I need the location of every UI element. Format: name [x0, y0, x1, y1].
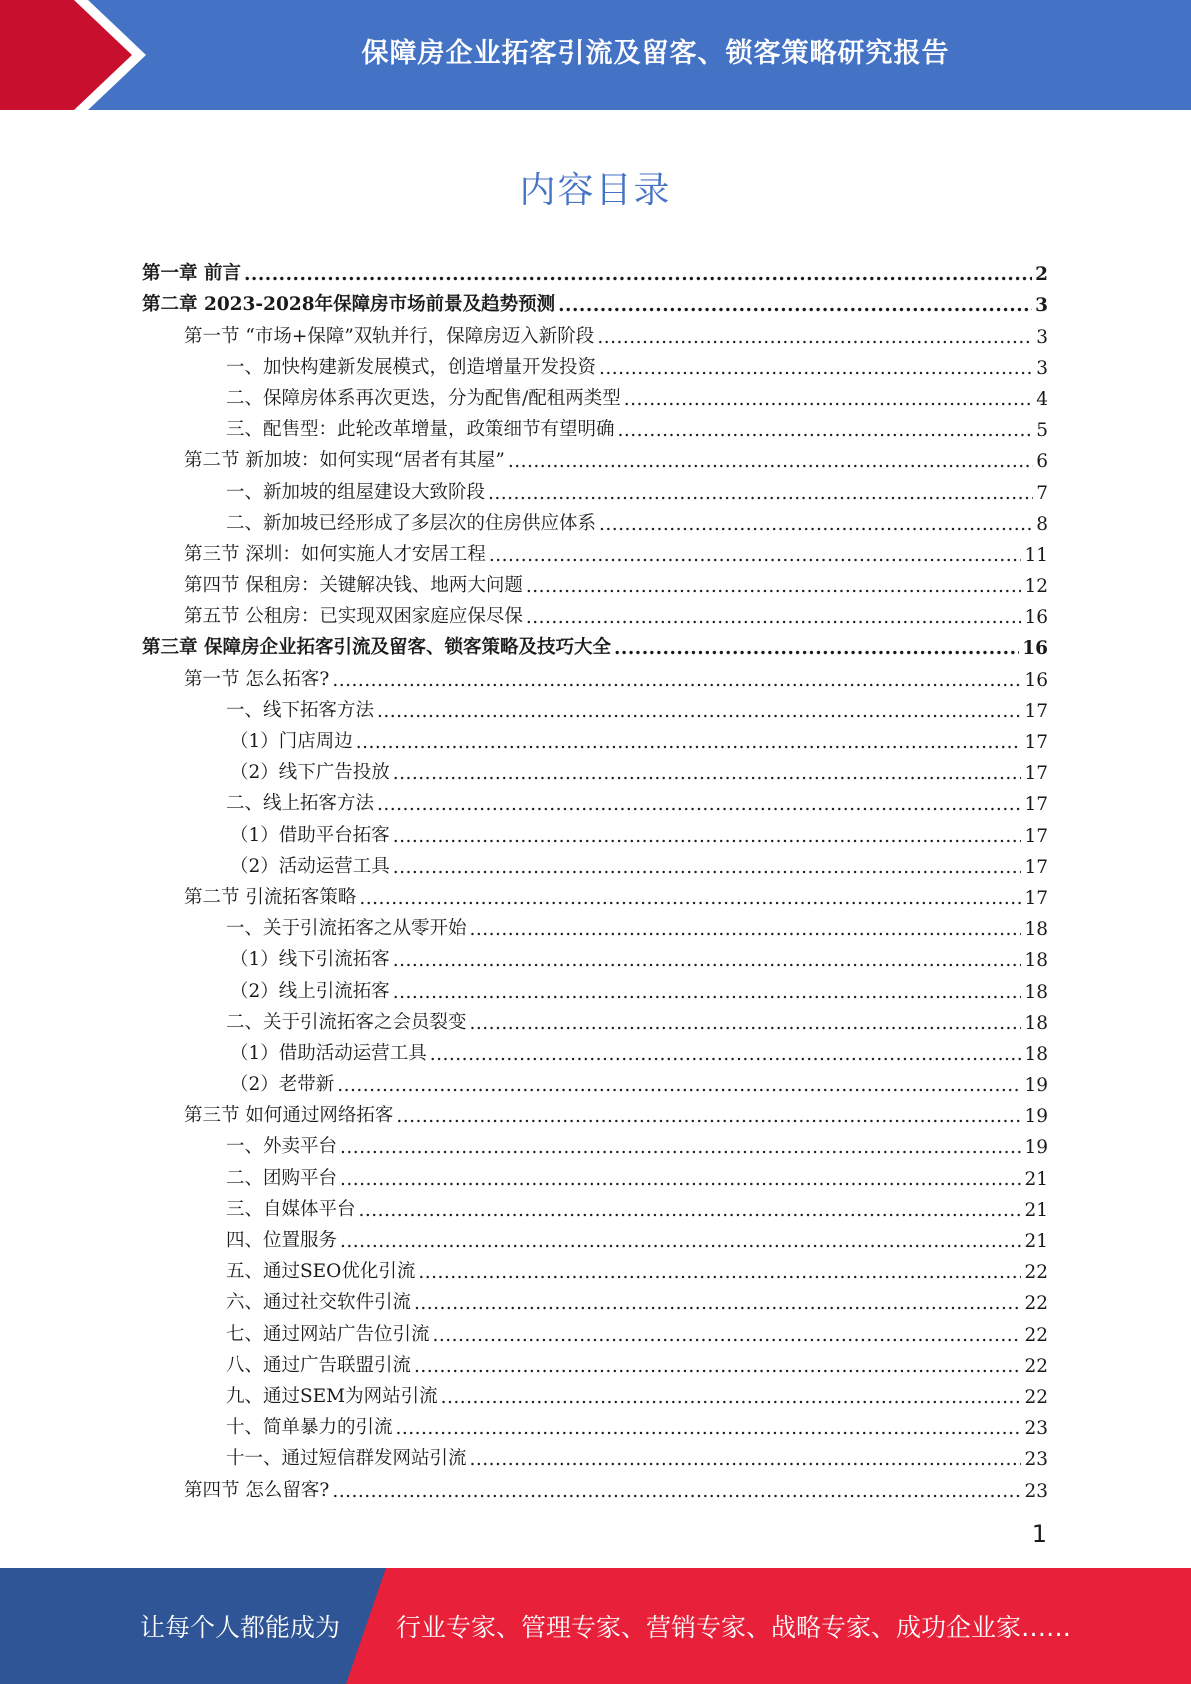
toc-entry[interactable]	[142, 1377, 1048, 1408]
toc-entry-label: 一、新加坡的组屋建设大致阶段	[226, 481, 486, 503]
toc-entry-page: 11	[1024, 544, 1048, 566]
toc-entry-label: 第四节 保租房：关键解决钱、地两大问题	[184, 575, 523, 597]
toc-entry-page: 18	[1024, 950, 1048, 972]
toc-leader-dots	[332, 1481, 1021, 1502]
toc-entry-label: 一、加快构建新发展模式，创造增量开发投资	[226, 356, 597, 378]
toc-entry[interactable]	[142, 1003, 1048, 1034]
toc-entry-label: 一、关于引流拓客之从零开始	[226, 918, 467, 940]
toc-entry-label: 第一章 前言	[142, 263, 241, 285]
toc-entry-page: 17	[1024, 732, 1048, 753]
toc-entry-page: 16	[1022, 638, 1048, 660]
toc-entry[interactable]	[142, 1283, 1048, 1314]
toc-entry[interactable]	[142, 1127, 1048, 1158]
toc-entry-label: 七、通过网站广告位引流	[226, 1323, 430, 1345]
toc-leader-dots	[558, 295, 1032, 316]
toc-leader-dots	[337, 1075, 1021, 1096]
toc-entry-label: 第二章 2023-2028年保障房市场前景及趋势预测	[142, 294, 556, 316]
toc-heading: 内容目录	[519, 170, 672, 211]
toc-leader-dots	[470, 1449, 1022, 1470]
toc-entry-label: （1）借助活动运营工具	[230, 1042, 427, 1064]
toc-leader-dots	[414, 1293, 1021, 1314]
toc-entry-label: （1）门店周边	[230, 731, 353, 752]
toc-entry-page: 17	[1024, 856, 1048, 878]
toc-entry[interactable]	[142, 1408, 1048, 1439]
toc-entry[interactable]	[142, 1034, 1048, 1065]
toc-leader-dots	[393, 950, 1022, 971]
toc-leader-dots	[359, 1200, 1022, 1221]
toc-entry-page: 21	[1024, 1168, 1048, 1190]
toc-entry-page: 22	[1024, 1293, 1048, 1315]
toc-entry[interactable]	[142, 909, 1048, 940]
toc-entry-label: 第三章 保障房企业拓客引流及留客、锁客策略及技巧大全	[142, 637, 611, 659]
toc-entry-page: 18	[1024, 1012, 1048, 1034]
toc-entry[interactable]	[142, 753, 1048, 784]
toc-entry-label: 八、通过广告联盟引流	[226, 1354, 412, 1376]
toc-entry-page: 3	[1036, 326, 1048, 348]
toc-leader-dots	[430, 1044, 1022, 1065]
toc-entry-label: 二、新加坡已经形成了多层次的住房供应体系	[226, 512, 597, 534]
toc-leader-dots	[489, 545, 1022, 566]
toc-entry-page: 21	[1024, 1199, 1048, 1221]
toc-entry-page: 17	[1024, 887, 1048, 909]
toc-entry-page: 7	[1036, 482, 1048, 504]
toc-entry[interactable]	[142, 1190, 1048, 1221]
toc-entry[interactable]	[142, 1252, 1048, 1283]
toc-leader-dots	[396, 1106, 1021, 1127]
toc-entry-label: 二、团购平台	[226, 1167, 338, 1189]
toc-entry[interactable]	[142, 1439, 1048, 1470]
toc-leader-dots	[340, 1231, 1021, 1252]
toc-entry[interactable]	[142, 1096, 1048, 1127]
toc-leader-dots	[356, 732, 1022, 753]
toc-entry-page: 19	[1024, 1075, 1048, 1097]
toc-entry[interactable]	[142, 815, 1048, 846]
toc-entry-page: 19	[1024, 1137, 1048, 1159]
toc-entry-label: 二、保障房体系再次更迭，分为配售/配租两类型	[226, 387, 621, 409]
toc-entry[interactable]	[142, 535, 1048, 566]
toc-entry[interactable]	[142, 285, 1048, 316]
report-title: 保障房企业拓客引流及留客、锁客策略研究报告	[361, 37, 950, 69]
page-number: 1	[1031, 1520, 1047, 1548]
toc-entry-label: 一、外卖平台	[226, 1136, 338, 1158]
toc-leader-dots	[526, 607, 1022, 628]
toc-leader-dots	[393, 763, 1022, 784]
toc-leader-dots	[470, 1013, 1022, 1034]
toc-entry-page: 22	[1024, 1324, 1048, 1346]
toc-leader-dots	[526, 576, 1022, 597]
toc-entry-label: 一、线下拓客方法	[226, 699, 375, 721]
toc-leader-dots	[396, 1418, 1022, 1439]
header-banner	[0, 0, 1191, 110]
toc-entry-label: （2）活动运营工具	[230, 855, 390, 877]
toc-entry-page: 18	[1024, 919, 1048, 941]
toc-entry-page: 21	[1024, 1231, 1048, 1252]
footer-banner	[0, 1568, 1191, 1684]
toc-entry-page: 17	[1024, 825, 1048, 847]
toc-entry[interactable]	[142, 784, 1048, 815]
toc-leader-dots	[508, 451, 1033, 472]
toc-entry-page: 16	[1024, 607, 1048, 629]
toc-entry-label: 第五节 公租房：已实现双困家庭应保尽保	[184, 606, 523, 628]
toc-entry[interactable]	[142, 504, 1048, 535]
toc-entry-label: （2）线下广告投放	[230, 762, 390, 784]
toc-leader-dots	[377, 794, 1021, 815]
toc-entry-label: （1）线下引流拓客	[230, 949, 390, 971]
toc-leader-dots	[597, 327, 1033, 348]
toc-entry-page: 5	[1036, 420, 1048, 442]
toc-entry-page: 18	[1024, 1043, 1048, 1065]
toc-entry-page: 4	[1036, 388, 1048, 410]
toc-entry-label: 三、配售型：此轮改革增量，政策细节有望明确	[226, 419, 615, 441]
toc-entry[interactable]	[142, 971, 1048, 1002]
toc-entry-page: 22	[1024, 1386, 1048, 1408]
toc-entry-page: 22	[1024, 1262, 1048, 1284]
toc-entry-page: 12	[1024, 576, 1048, 598]
toc-entry-label: 第三节 深圳：如何实施人才安居工程	[184, 543, 486, 565]
toc-entry-label: （2）老带新	[230, 1074, 335, 1096]
toc-entry-page: 23	[1024, 1480, 1048, 1502]
toc-leader-dots	[340, 1137, 1021, 1158]
toc-entry-label: 二、线上拓客方法	[226, 793, 375, 815]
toc-leader-dots	[244, 264, 1032, 285]
toc-entry-page: 3	[1035, 295, 1048, 317]
toc-entry-label: 三、自媒体平台	[226, 1198, 356, 1220]
toc-entry[interactable]	[142, 410, 1048, 441]
toc-entry-label: 第四节 怎么留客?	[184, 1479, 330, 1501]
footer-slogan-left: 让每个人都能成为	[140, 1613, 341, 1642]
toc-entry-label: 六、通过社交软件引流	[226, 1292, 412, 1314]
footer-slogan-right: 行业专家、管理专家、营销专家、战略专家、成功企业家……	[396, 1613, 1072, 1642]
toc-entry-page: 17	[1024, 700, 1048, 722]
toc-leader-dots	[614, 638, 1019, 659]
toc-entry[interactable]	[142, 940, 1048, 971]
toc-leader-dots	[599, 514, 1033, 535]
toc-entry-label: 第二节 新加坡：如何实现“居者有其屋”	[184, 450, 505, 472]
toc-leader-dots	[359, 888, 1021, 909]
toc-entry-label: 第一节 怎么拓客?	[184, 668, 330, 690]
toc-entry-label: 十一、通过短信群发网站引流	[226, 1448, 467, 1470]
toc-leader-dots	[433, 1325, 1022, 1346]
toc-entry-label: 二、关于引流拓客之会员裂变	[226, 1011, 467, 1033]
toc-entry-page: 6	[1036, 451, 1048, 473]
toc-entry[interactable]	[142, 441, 1048, 472]
toc-entry[interactable]	[142, 691, 1048, 722]
toc-leader-dots	[470, 919, 1022, 940]
toc-entry-page: 23	[1024, 1449, 1048, 1471]
toc-entry[interactable]	[142, 659, 1048, 690]
toc-entry-page: 17	[1024, 763, 1048, 785]
toc-entry[interactable]	[142, 847, 1048, 878]
toc-entry[interactable]	[142, 1314, 1048, 1345]
toc-leader-dots	[340, 1169, 1021, 1190]
toc-entry-label: 五、通过SEO优化引流	[226, 1261, 416, 1283]
toc-entry-page: 17	[1024, 794, 1048, 816]
toc-leader-dots	[414, 1356, 1021, 1377]
toc-entry[interactable]	[142, 379, 1048, 410]
toc-entry-page: 8	[1036, 513, 1048, 535]
table-of-contents	[142, 254, 1048, 1502]
toc-entry[interactable]	[142, 316, 1048, 347]
toc-entry[interactable]	[142, 1221, 1048, 1252]
toc-leader-dots	[332, 670, 1021, 691]
toc-leader-dots	[599, 358, 1033, 379]
toc-entry[interactable]	[142, 1158, 1048, 1189]
toc-leader-dots	[624, 389, 1033, 410]
toc-entry-label: 第三节 如何通过网络拓客	[184, 1105, 394, 1127]
toc-leader-dots	[618, 420, 1034, 441]
toc-leader-dots	[377, 701, 1021, 722]
toc-entry-page: 22	[1024, 1355, 1048, 1377]
toc-entry-page: 3	[1036, 357, 1048, 379]
toc-entry-page: 19	[1024, 1106, 1048, 1128]
toc-entry-label: 十、简单暴力的引流	[226, 1417, 393, 1439]
toc-entry[interactable]	[142, 722, 1048, 753]
toc-entry[interactable]	[142, 472, 1048, 503]
toc-entry[interactable]	[142, 1346, 1048, 1377]
toc-entry-page: 16	[1024, 669, 1048, 691]
toc-entry[interactable]	[142, 878, 1048, 909]
toc-entry-label: （2）线上引流拓客	[230, 980, 390, 1002]
toc-entry[interactable]	[142, 348, 1048, 379]
toc-entry-page: 2	[1035, 264, 1048, 286]
toc-entry[interactable]	[142, 254, 1048, 285]
toc-leader-dots	[418, 1262, 1021, 1283]
toc-entry[interactable]	[142, 566, 1048, 597]
toc-entry[interactable]	[142, 597, 1048, 628]
toc-leader-dots	[393, 857, 1022, 878]
toc-entry-label: （1）借助平台拓客	[230, 824, 390, 846]
toc-entry[interactable]	[142, 1470, 1048, 1501]
toc-entry-label: 第二节 引流拓客策略	[184, 886, 357, 908]
header-chevron-icon	[0, 0, 150, 110]
toc-entry-page: 18	[1024, 981, 1048, 1003]
toc-entry-label: 四、位置服务	[226, 1230, 338, 1251]
toc-leader-dots	[393, 826, 1022, 847]
toc-entry[interactable]	[142, 1065, 1048, 1096]
toc-leader-dots	[393, 982, 1022, 1003]
toc-entry[interactable]	[142, 628, 1048, 659]
toc-leader-dots	[488, 483, 1033, 504]
toc-entry-label: 九、通过SEM为网站引流	[226, 1385, 438, 1407]
toc-leader-dots	[441, 1387, 1022, 1408]
toc-entry-label: 第一节 “市场+保障”双轨并行，保障房迈入新阶段	[184, 325, 595, 347]
toc-entry-page: 23	[1024, 1418, 1048, 1440]
